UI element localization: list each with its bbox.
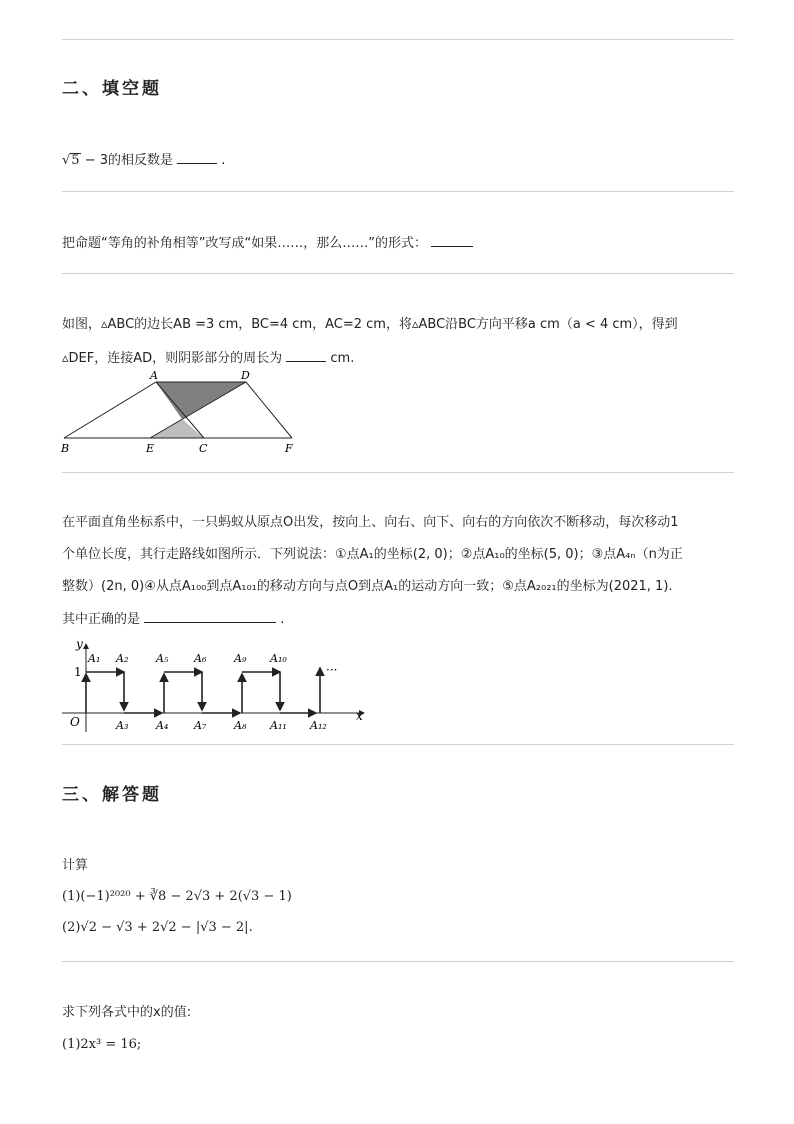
separator (62, 39, 734, 40)
point-label-a2: A₂ (116, 652, 129, 665)
ant-path-figure (58, 636, 378, 736)
question-3-line-2: ▵DEF，连接AD，则阴影部分的周长为 cm. (62, 351, 355, 366)
point-label-a7: A₇ (194, 719, 207, 732)
question-5-part-1: (1)(−1)²⁰²⁰ + ∛8 − 2√3 + 2(√3 − 1) (62, 889, 292, 904)
separator (62, 273, 734, 274)
point-label-a6: A₆ (194, 652, 207, 665)
answer-blank-3[interactable] (286, 349, 326, 362)
label-b: B (61, 442, 70, 455)
separator (62, 472, 734, 473)
label-a: A (150, 369, 158, 382)
question-6-part-1: (1)2x³ = 16; (62, 1037, 142, 1052)
sqrt-5: 5 (71, 153, 80, 168)
ant-path (86, 668, 320, 713)
q2-text: 把命题“等角的补角相等”改写成“如果……，那么……”的形式： (62, 236, 432, 251)
question-4-line-2: 个单位长度，其行走路线如图所示．下列说法：①点A₁的坐标(2, 0)；②点A₁₀的坐标(5, 0)；③点A₄ₙ（n为正 (62, 547, 683, 562)
q1-text: − 3的相反数是 (80, 153, 178, 168)
question-2 (62, 234, 473, 253)
question-3-line-1: 如图，▵ABC的边长AB =3 cm，BC=4 cm，AC=2 cm，将▵ABC沿BC方向平移a cm（a < 4 cm），得到 (62, 317, 678, 332)
question-4-line-3: 整数）(2n, 0)④从点A₁₀₀到点A₁₀₁的移动方向与点O到点A₁的运动方向一致；⑤点A₂₀₂₁的坐标为(2021, 1). (62, 579, 673, 594)
section-heading-solve: 三、解答题 (62, 785, 162, 805)
point-label-a8: A₈ (234, 719, 247, 732)
question-5-part-2: (2)√2 − √3 + 2√2 − |√3 − 2|. (62, 920, 253, 935)
y-axis-label: y (76, 637, 83, 651)
answer-blank-4[interactable] (144, 610, 276, 623)
point-label-a11: A₁₁ (270, 719, 287, 732)
separator (62, 744, 734, 745)
point-label-a3: A₃ (116, 719, 129, 732)
shaded-region-dark (156, 382, 246, 419)
answer-blank-2[interactable] (431, 234, 473, 247)
section-heading-fill-blank: 二、填空题 (62, 79, 162, 99)
separator (62, 961, 734, 962)
translation-figure (58, 369, 298, 462)
question-4-line-1: 在平面直角坐标系中，一只蚂蚁从原点O出发，按向上、向右、向下、向右的方向依次不断移动，每次移动1 (62, 515, 679, 530)
question-1: √5 − 3的相反数是 . (62, 153, 226, 168)
point-label-a10: A₁₀ (270, 652, 287, 665)
origin-label: O (70, 715, 80, 729)
point-label-a4: A₄ (156, 719, 169, 732)
question-6-title: 求下列各式中的x的值: (62, 1005, 192, 1020)
question-5-title: 计算 (62, 858, 89, 873)
question-4-line-4: 其中正确的是 . (62, 612, 285, 627)
point-label-a1: A₁ (88, 652, 101, 665)
point-label-a12: A₁₂ (310, 719, 327, 732)
continuation-dots: ··· (326, 663, 338, 677)
point-label-a5: A₅ (156, 652, 169, 665)
y-tick-1: 1 (74, 665, 82, 679)
label-e: E (146, 442, 155, 455)
label-f: F (285, 442, 293, 455)
separator (62, 191, 734, 192)
label-c: C (199, 442, 208, 455)
x-axis-label: x (356, 709, 363, 723)
answer-blank-1[interactable] (177, 151, 217, 164)
point-label-a9: A₉ (234, 652, 247, 665)
label-d: D (241, 369, 250, 382)
